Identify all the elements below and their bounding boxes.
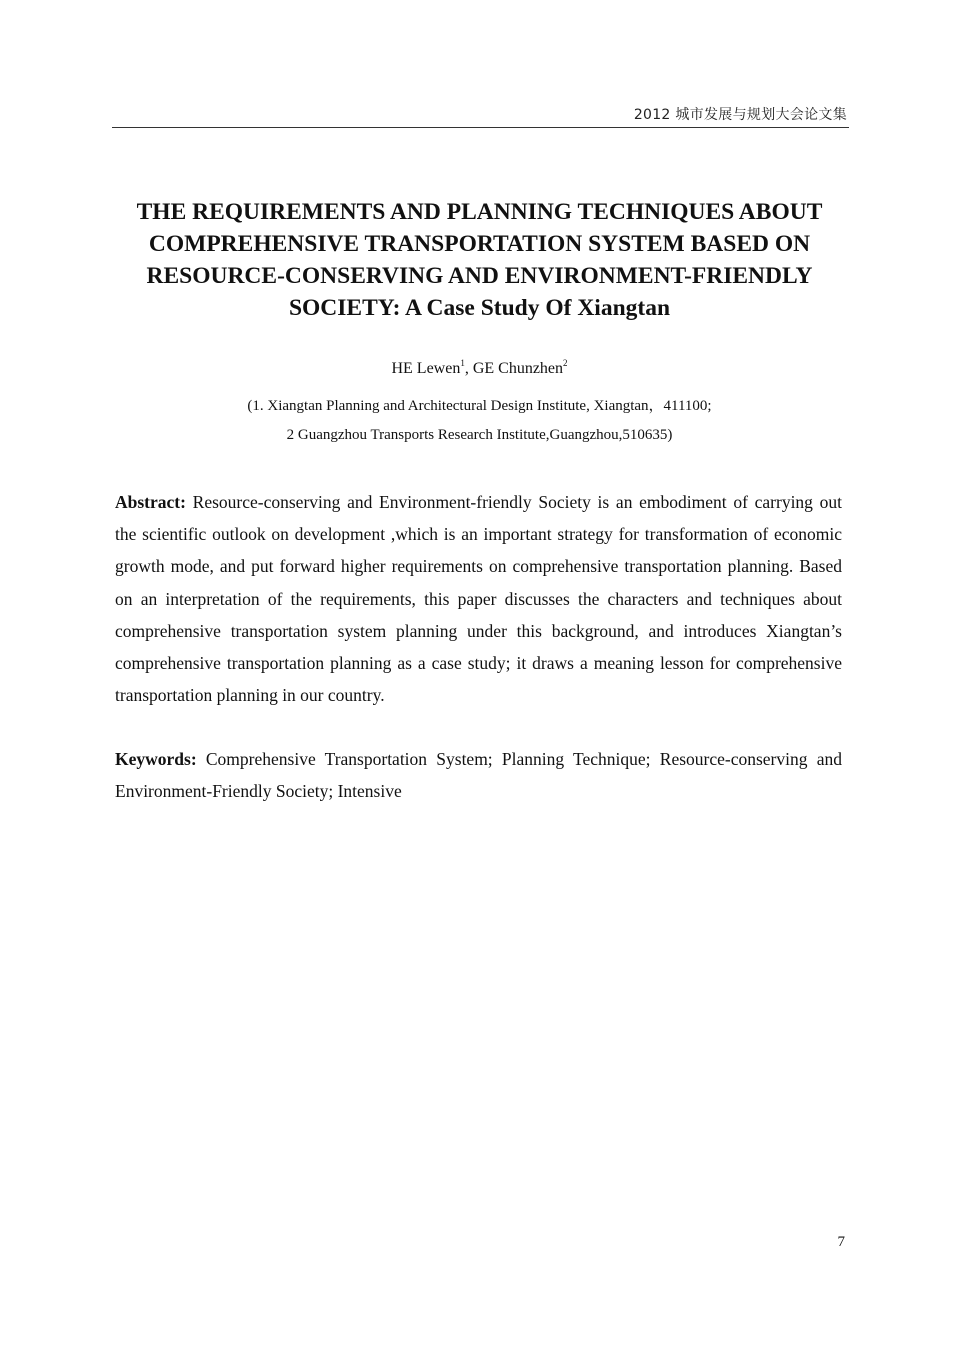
keywords-label: Keywords: [115,749,197,769]
running-header: 2012 城市发展与规划大会论文集 [633,107,847,123]
paper-title [100,196,859,324]
keywords-text: Comprehensive Transportation System; Planning Technique; Resource-conserving and Environment-Friendly Society; Intensive [115,749,842,802]
author-name: GE Chunzhen [472,360,564,377]
affiliation-line: (1. Xiangtan Planning and Architectural Design Institute, Xiangtan，411100; [247,398,712,414]
affiliation-mark: 2 [563,358,568,368]
author-name: HE Lewen [391,360,461,377]
header-rule [112,127,849,128]
author-separator: , [464,360,473,377]
page-number: 7 [837,1234,845,1250]
author-line [0,360,959,378]
abstract [115,486,842,711]
title-line: COMPREHENSIVE TRANSPORTATION SYSTEM BASED ON [148,231,811,257]
affiliation-mark: 1 [460,358,465,368]
abstract-text: Resource-conserving and Environment-friendly Society is an embodiment of carrying out the scientific outlook on development ,which is an important strategy for transformation of economic growth mode, and put forward higher requirements on comprehensive transportation planning. Based on an interpretation of the requirements, this paper discusses the characters and techniques about comprehensive transportation system planning under this background, and introduces Xiangtan’s comprehensive transportation planning as a case study; it draws a meaning lesson for comprehensive transportation planning in our country. [115,492,842,706]
affiliation-line: 2 Guangzhou Transports Research Institute,Guangzhou,510635) [286,427,673,443]
keywords [115,743,842,807]
title-line: THE REQUIREMENTS AND PLANNING TECHNIQUES ABOUT [136,199,823,225]
title-line: RESOURCE-CONSERVING AND ENVIRONMENT-FRIENDLY [146,263,813,289]
title-line: SOCIETY: A Case Study Of Xiangtan [288,295,671,321]
abstract-label: Abstract: [115,492,186,512]
